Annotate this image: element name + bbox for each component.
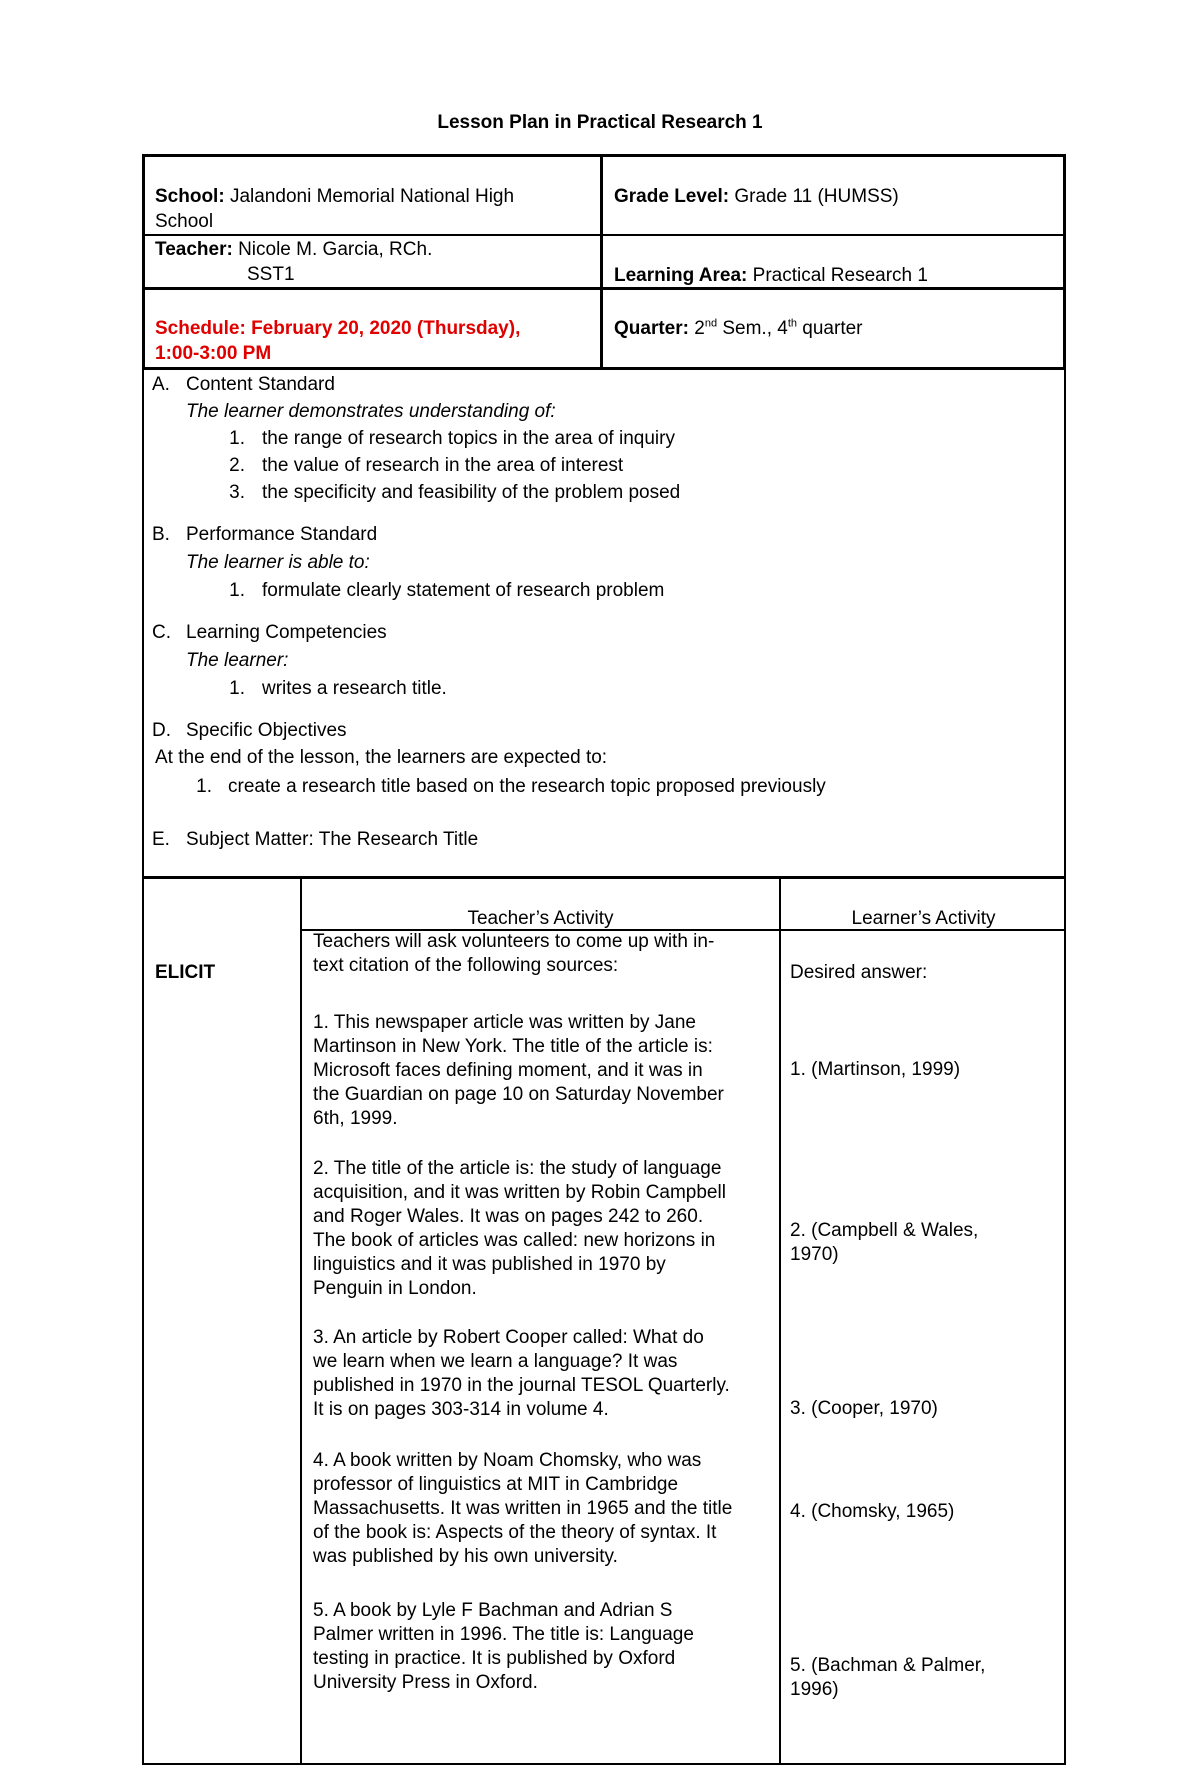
learner-item-4: 4. (Chomsky, 1965) xyxy=(790,1501,955,1522)
a-item: the range of research topics in the area of inquiry xyxy=(262,428,675,449)
quarter-value: 2nd Sem., 4th quarter xyxy=(694,317,863,339)
learner-item-3: 3. (Cooper, 1970) xyxy=(790,1398,938,1419)
teacher-item-5: 5. A book by Lyle F Bachman and Adrian S Palmer written in 1996. The title is: Language testing in practice. It is published by Oxford University Press in Oxford. xyxy=(313,1600,694,1693)
quarter-cell xyxy=(614,316,1054,341)
d-item-num: 1. xyxy=(196,776,212,797)
teacher-item-1: 1. This newspaper article was written by Jane Martinson in New York. The title of the article is: Microsoft faces defining moment, and it was in the Guardian on page 10 on Saturday November 6th, 1999. xyxy=(313,1012,724,1129)
learner-intro: Desired answer: xyxy=(790,962,928,983)
teacher-value-line2: SST1 xyxy=(247,264,295,285)
section-b-title: Performance Standard xyxy=(186,524,378,545)
activity-col-divider-2 xyxy=(779,877,781,1765)
activity-col-divider-1 xyxy=(300,877,302,1765)
school-label: School: xyxy=(155,186,225,207)
teacher-label: Teacher: xyxy=(155,239,233,260)
col-header-teacher: Teacher’s Activity xyxy=(467,908,614,929)
section-b-intro: The learner is able to: xyxy=(186,552,370,573)
col-header-learner: Learner’s Activity xyxy=(851,908,996,929)
learner-item-1: 1. (Martinson, 1999) xyxy=(790,1059,961,1080)
schedule-line1: Schedule: February 20, 2020 (Thursday), xyxy=(155,318,521,339)
section-b-letter: B. xyxy=(152,524,170,545)
grade-cell xyxy=(614,184,1054,209)
learning-area-cell xyxy=(614,263,1054,288)
a-item-num: 1. xyxy=(229,428,245,449)
section-a-intro: The learner demonstrates understanding of: xyxy=(186,401,556,422)
teacher-item-3: 3. An article by Robert Cooper called: What do we learn when we learn a language? It was published in 1970 in the journal TESOL Quarterly. It is on pages 303-314 in volume 4. xyxy=(313,1327,730,1420)
schedule-cell xyxy=(155,316,595,366)
quarter-label: Quarter: xyxy=(614,318,689,339)
teacher-item-4: 4. A book written by Noam Chomsky, who was professor of linguistics at MIT in Cambridge Massachusetts. It was written in 1965 and the title of the book is: Aspects of the theory of syntax. It was published by his own university. xyxy=(313,1450,733,1567)
school-value-line2: School xyxy=(155,211,214,232)
learning-area-value: Practical Research 1 xyxy=(752,265,928,286)
section-d-intro: At the end of the lesson, the learners are expected to: xyxy=(155,747,608,768)
learner-item-2: 2. (Campbell & Wales, 1970) xyxy=(790,1220,979,1265)
section-a-title: Content Standard xyxy=(186,374,335,395)
learner-item-5: 5. (Bachman & Palmer, 1996) xyxy=(790,1655,986,1700)
section-c-intro: The learner: xyxy=(186,650,289,671)
c-item-num: 1. xyxy=(229,678,245,699)
teacher-item-2: 2. The title of the article is: the study of language acquisition, and it was written by Robin Campbell and Roger Wales. It was on pages 242 to 260. The book of articles was called: new horizons in linguistics and it was published in 1970 by Penguin in London. xyxy=(313,1158,726,1299)
header-row-divider-1 xyxy=(142,234,1066,236)
grade-label: Grade Level: xyxy=(614,186,730,207)
section-c-letter: C. xyxy=(152,622,171,643)
d-item: create a research title based on the research topic proposed previously xyxy=(228,776,826,797)
teacher-value: Nicole M. Garcia, RCh. xyxy=(238,239,433,260)
section-a-letter: A. xyxy=(152,374,170,395)
c-item: writes a research title. xyxy=(262,678,447,699)
teacher-intro: Teachers will ask volunteers to come up with in- text citation of the following sources: xyxy=(313,931,715,976)
header-col-divider xyxy=(600,154,603,370)
a-item: the value of research in the area of interest xyxy=(262,455,624,476)
section-d-letter: D. xyxy=(152,720,171,741)
b-item: formulate clearly statement of research problem xyxy=(262,580,665,601)
section-e-letter: E. xyxy=(152,829,170,850)
learning-area-label: Learning Area: xyxy=(614,265,748,286)
a-item-num: 3. xyxy=(229,482,245,503)
b-item-num: 1. xyxy=(229,580,245,601)
school-cell xyxy=(155,184,585,234)
grade-value: Grade 11 (HUMSS) xyxy=(734,186,899,207)
teacher-cell xyxy=(155,237,585,287)
schedule-line2: 1:00-3:00 PM xyxy=(155,343,272,364)
school-value: Jalandoni Memorial National High xyxy=(229,186,515,207)
section-e-title: Subject Matter: The Research Title xyxy=(186,829,479,850)
page-title: Lesson Plan in Practical Research 1 xyxy=(437,112,763,133)
section-c-title: Learning Competencies xyxy=(186,622,387,643)
phase-label: ELICIT xyxy=(155,962,216,983)
a-item: the specificity and feasibility of the problem posed xyxy=(262,482,681,503)
a-item-num: 2. xyxy=(229,455,245,476)
section-d-title: Specific Objectives xyxy=(186,720,347,741)
